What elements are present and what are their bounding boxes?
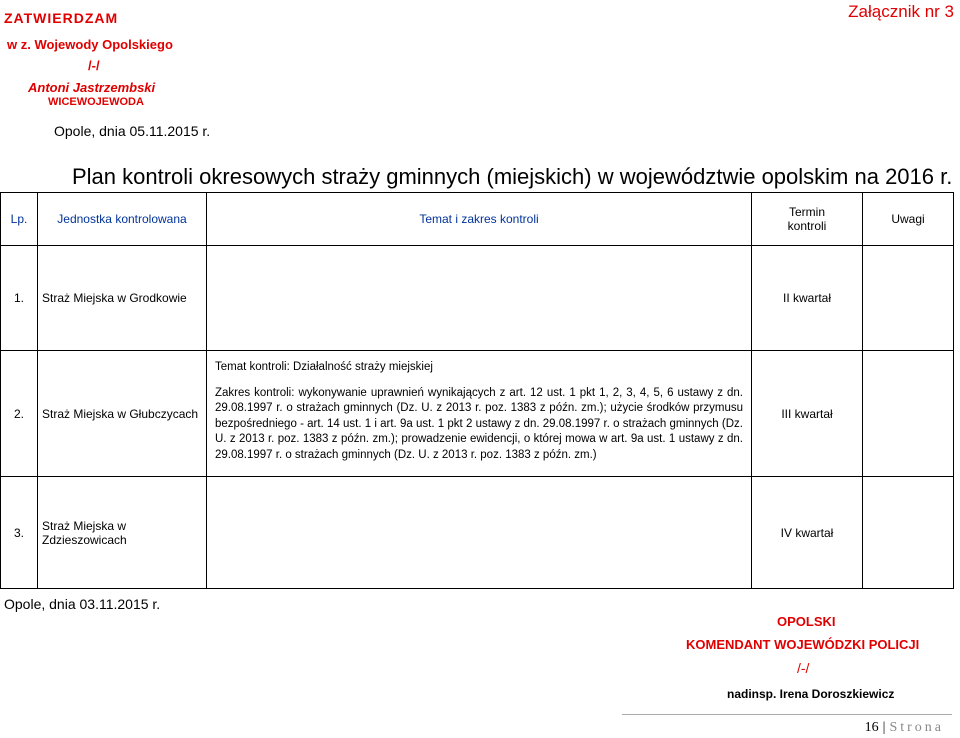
row-lp: 1. xyxy=(1,246,38,351)
scope-text: wykonywanie uprawnień wynikających z art. 12 ust. 1 pkt 1, 2, 3, 4, 5, 6 ustawy z dn. 29.08.1997 r. o strażach gminnych (Dz. U. z 2013 r. poz. 1383 z późn. zm.); użycie środków przymusu bezpośredniego - art. 14 ust. 1 i art. 9a ust. 1 pkt 2 ustawy z dn. 29.08.1997 r. o strażach gminnych (Dz. U. z 2013 r. poz. 1383 z późn. zm.); prowadzenie ewidencji, o której mowa w art. 9a ust. 1 ustawy z dn. 29.08.1997 r. o strażach gminnych (Dz. U. z 2013 r. poz. 1383 z późn. zm.) xyxy=(215,386,743,461)
table-row xyxy=(1,351,954,477)
topic-line xyxy=(215,360,743,376)
approval-signature-mark: /-/ xyxy=(88,58,100,73)
signature-name: nadinsp. Irena Doroszkiewicz xyxy=(727,687,895,701)
plan-table xyxy=(0,192,954,589)
footer-separator: | xyxy=(882,720,886,735)
attachment-label: Załącznik nr 3 xyxy=(848,2,954,21)
place-date-top: Opole, dnia 05.11.2015 r. xyxy=(54,123,211,139)
row-term: II kwartał xyxy=(752,246,863,351)
page-number: 16 xyxy=(864,720,879,735)
row-lp: 3. xyxy=(1,477,38,589)
header-term-text: Termin kontroli xyxy=(787,205,827,233)
row-notes xyxy=(863,477,954,589)
table-row xyxy=(1,477,954,589)
footer-divider xyxy=(622,714,952,715)
approval-signer-role: WICEWOJEWODA xyxy=(48,96,144,108)
row-term: III kwartał xyxy=(752,351,863,477)
row-unit: Straż Miejska w Głubczycach xyxy=(38,351,207,477)
row-notes xyxy=(863,246,954,351)
page-footer xyxy=(865,720,944,736)
header-notes: Uwagi xyxy=(863,193,954,246)
row-topic-scope xyxy=(207,351,752,477)
row-unit: Straż Miejska w Grodkowie xyxy=(38,246,207,351)
row-topic-scope xyxy=(207,246,752,351)
header-unit: Jednostka kontrolowana xyxy=(38,193,207,246)
row-notes xyxy=(863,351,954,477)
row-lp: 2. xyxy=(1,351,38,477)
header-term xyxy=(752,193,863,246)
scope-paragraph xyxy=(215,386,743,464)
row-term: IV kwartał xyxy=(752,477,863,589)
page-label: Strona xyxy=(889,720,944,735)
header-lp: Lp. xyxy=(1,193,38,246)
place-date-bottom: Opole, dnia 03.11.2015 r. xyxy=(4,596,161,612)
signature-mark: /-/ xyxy=(797,660,810,676)
approval-heading: ZATWIERDZAM xyxy=(4,10,119,26)
table-header-row xyxy=(1,193,954,246)
approval-signer-name: Antoni Jastrzembski xyxy=(28,80,156,95)
row-unit: Straż Miejska w Zdzieszowicach xyxy=(38,477,207,589)
signature-org: OPOLSKI xyxy=(777,614,836,629)
header-topic: Temat i zakres kontroli xyxy=(207,193,752,246)
document-title: Plan kontroli okresowych straży gminnych (miejskich) w województwie opolskim na 2016 r. xyxy=(72,164,953,189)
scope-label: Zakres kontroli: xyxy=(215,386,295,399)
table-row xyxy=(1,246,954,351)
topic-label: Temat kontroli: xyxy=(215,361,290,373)
signature-title: KOMENDANT WOJEWÓDZKI POLICJI xyxy=(686,637,920,652)
approval-on-behalf: w z. Wojewody Opolskiego xyxy=(7,37,173,52)
row-topic-scope xyxy=(207,477,752,589)
topic-text: Działalność straży miejskiej xyxy=(292,361,433,373)
